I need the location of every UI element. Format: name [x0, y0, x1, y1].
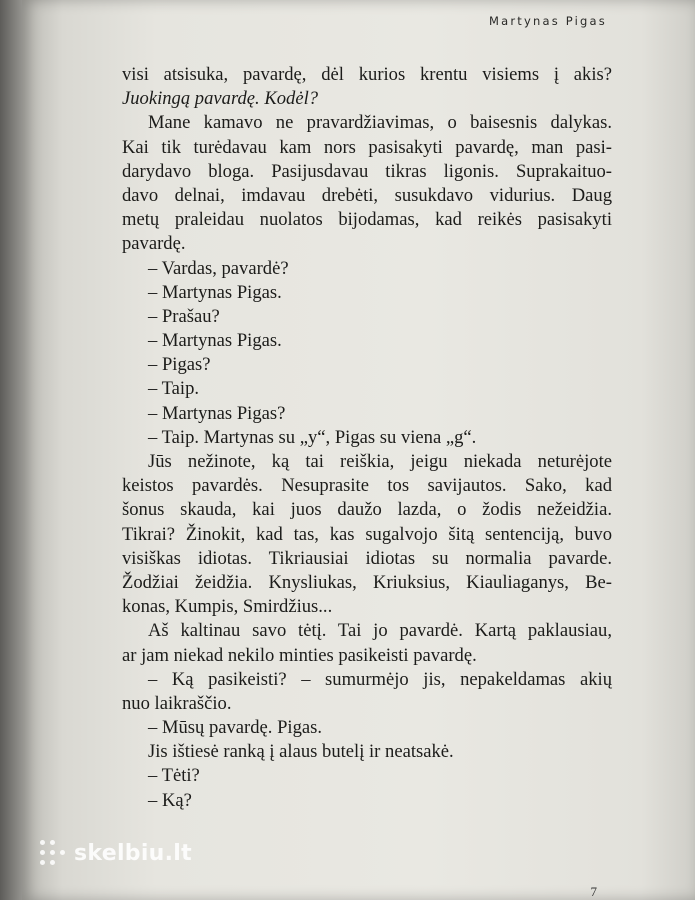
- text-line: Žodžiai žeidžia. Knysliukas, Kriuksius, Kiauliaganys, Be-: [122, 571, 612, 593]
- text-line: Juokingą pavardę. Kodėl?: [122, 88, 319, 110]
- dialogue-line: – Ką?: [148, 789, 192, 811]
- text-line: visiškas idiotas. Tikriausiai idiotas su normalia pavarde.: [122, 547, 612, 569]
- text-line: ar jam niekad nekilo minties pasikeisti pavardę.: [122, 644, 477, 666]
- text-line: Tikrai? Žinokit, kad tas, kas sugalvojo šitą sentenciją, buvo: [122, 523, 612, 545]
- dialogue-line: – Pigas?: [148, 354, 211, 376]
- text-line: Jūs nežinote, ką tai reiškia, jeigu niekada neturėjote: [148, 451, 612, 472]
- dialogue-line: – Taip. Martynas su „y“, Pigas su viena „g“.: [148, 426, 477, 448]
- book-page: [22, 0, 695, 900]
- dialogue-line: – Martynas Pigas.: [148, 281, 282, 303]
- dialogue-line: – Martynas Pigas.: [148, 330, 282, 352]
- body-text: [122, 63, 612, 813]
- dialogue-line: – Prašau?: [148, 305, 220, 327]
- watermark-dots-icon: [40, 840, 66, 866]
- text-line: šonus skauda, kai juos daužo lazda, o žodis nežeidžia.: [122, 499, 612, 521]
- dialogue-line: – Mūsų pavardę. Pigas.: [148, 717, 323, 739]
- text-line: Mane kamavo ne pravardžiavimas, o baisesnis dalykas.: [148, 112, 612, 134]
- text-line: Kai tik turėdavau kam nors pasisakyti pavardę, man pasi-: [122, 136, 612, 158]
- text-line: darydavo bloga. Pasijusdavau tikras ligonis. Suprakaituo-: [122, 160, 612, 182]
- text-line: visi atsisuka, pavardę, dėl kurios krentu visiems į akis?: [122, 64, 612, 85]
- text-line: pavardę.: [122, 233, 186, 255]
- text-line: konas, Kumpis, Smirdžius...: [122, 596, 333, 618]
- watermark: [40, 838, 192, 868]
- dialogue-line: – Martynas Pigas?: [148, 402, 286, 424]
- dialogue-line: – Ką pasikeisti? – sumurmėjo jis, nepakeldamas akių: [148, 668, 612, 690]
- running-head: Martynas Pigas: [488, 14, 607, 28]
- text-line: Aš kaltinau savo tėtį. Tai jo pavardė. Kartą paklausiau,: [148, 620, 612, 642]
- text-line: keistos pavardės. Nesuprasite tos savijautos. Sako, kad: [122, 475, 612, 497]
- text-line: davo delnai, imdavau drebėti, susukdavo vidurius. Daug: [122, 184, 612, 206]
- text-line: metų praleidau nuolatos bijodamas, kad reikės pasisakyti: [122, 209, 612, 231]
- dialogue-line: – Vardas, pavardė?: [148, 257, 289, 279]
- watermark-text: skelbiu.lt: [74, 840, 192, 866]
- dialogue-line: – Tėti?: [148, 765, 200, 787]
- text-line: nuo laikraščio.: [122, 692, 232, 714]
- page-number: 7: [590, 884, 597, 899]
- dialogue-line: – Taip.: [148, 378, 200, 400]
- text-line: Jis ištiesė ranką į alaus butelį ir neatsakė.: [148, 741, 454, 763]
